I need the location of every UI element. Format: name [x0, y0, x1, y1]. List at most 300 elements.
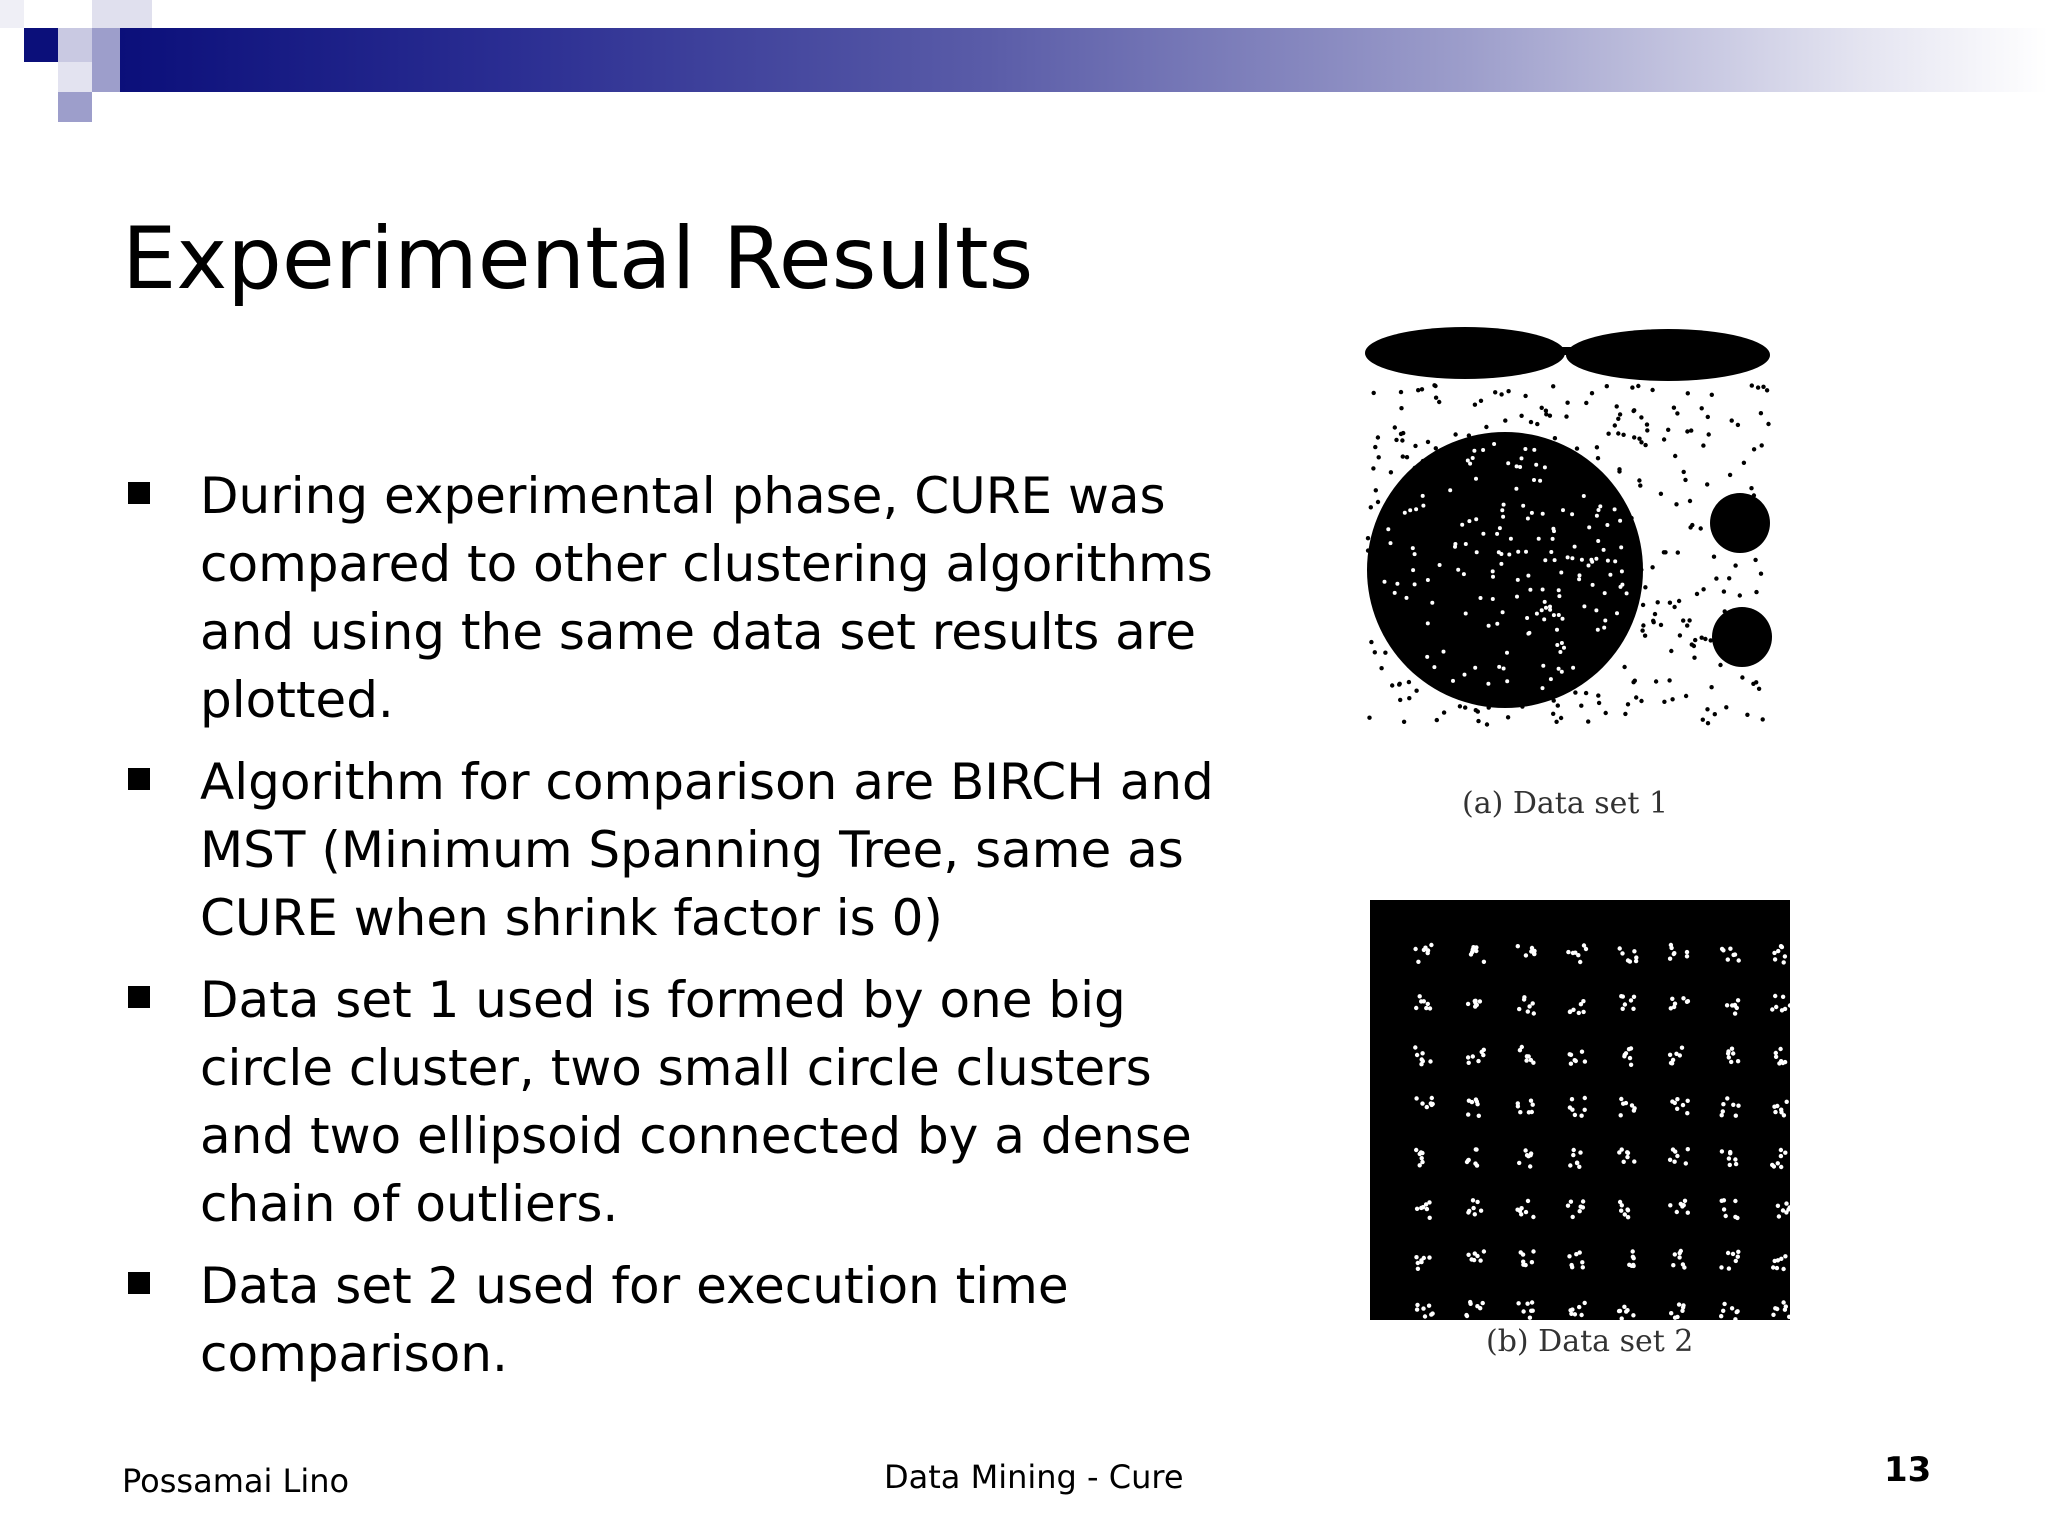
scatter-point: [1555, 643, 1559, 647]
scatter-point: [1776, 1204, 1780, 1208]
scatter-point: [1427, 1255, 1431, 1259]
scatter-point: [1453, 432, 1457, 436]
scatter-point: [1783, 1007, 1787, 1011]
scatter-point: [1522, 995, 1526, 999]
scatter-point: [1558, 650, 1562, 654]
scatter-point: [1399, 432, 1403, 436]
scatter-point: [1509, 537, 1513, 541]
scatter-point: [1369, 505, 1373, 509]
scatter-point: [1595, 445, 1599, 449]
scatter-point: [1714, 576, 1718, 580]
scatter-point: [1605, 523, 1609, 527]
scatter-point: [1402, 720, 1406, 724]
scatter-point: [1491, 575, 1495, 579]
scatter-point: [1731, 1103, 1735, 1107]
scatter-point: [1416, 1267, 1420, 1271]
scatter-point: [1469, 1257, 1473, 1261]
scatter-point: [1632, 435, 1636, 439]
scatter-point: [1584, 691, 1588, 695]
scatter-point: [1573, 545, 1577, 549]
scatter-point: [1676, 550, 1680, 554]
scatter-point: [1619, 1113, 1623, 1117]
scatter-point: [1541, 512, 1545, 516]
scatter-point: [1568, 1163, 1572, 1167]
scatter-point: [1377, 455, 1381, 459]
scatter-point: [1731, 1051, 1735, 1055]
scatter-point: [1569, 1312, 1573, 1316]
scatter-point: [1526, 1199, 1530, 1203]
scatter-point: [1629, 1063, 1633, 1067]
scatter-point: [1623, 1002, 1627, 1006]
scatter-point: [1475, 1200, 1479, 1204]
scatter-point: [1442, 650, 1446, 654]
scatter-point: [1398, 698, 1402, 702]
scatter-point: [1705, 707, 1709, 711]
scatter-point: [1773, 1259, 1777, 1263]
scatter-point: [1581, 1265, 1585, 1269]
scatter-point: [1602, 548, 1606, 552]
scatter-point: [1618, 519, 1622, 523]
scatter-point: [1537, 537, 1541, 541]
scatter-point: [1591, 583, 1595, 587]
scatter-point: [1466, 459, 1470, 463]
scatter-point: [1574, 1059, 1578, 1063]
scatter-point: [1376, 435, 1380, 439]
scatter-point: [1623, 712, 1627, 716]
scatter-point: [1621, 1102, 1625, 1106]
scatter-point: [1643, 585, 1647, 589]
scatter-point: [1733, 1157, 1737, 1161]
scatter-point: [1526, 574, 1530, 578]
scatter-point: [1757, 687, 1761, 691]
scatter-point: [1478, 999, 1482, 1003]
scatter-point: [1668, 1053, 1672, 1057]
scatter-point: [1721, 1102, 1725, 1106]
bullet-item: [122, 1252, 1232, 1388]
scatter-point: [1582, 943, 1586, 947]
scatter-point: [1420, 1051, 1424, 1055]
scatter-point: [1407, 680, 1411, 684]
scatter-point: [1725, 1003, 1729, 1007]
scatter-point: [1636, 384, 1640, 388]
scatter-point: [1528, 588, 1532, 592]
scatter-point: [1458, 704, 1462, 708]
scatter-point: [1570, 512, 1574, 516]
scatter-point: [1749, 486, 1753, 490]
scatter-point: [1726, 957, 1730, 961]
scatter-point: [1520, 456, 1524, 460]
scatter-point: [1474, 949, 1478, 953]
scatter-point: [1639, 415, 1643, 419]
scatter-point: [1597, 701, 1601, 705]
scatter-point: [1754, 590, 1758, 594]
scatter-point: [1413, 552, 1417, 556]
scatter-point: [1617, 1309, 1621, 1313]
scatter-point: [1734, 1259, 1738, 1263]
scatter-point: [1615, 611, 1619, 615]
scatter-point: [1734, 1114, 1738, 1118]
scatter-point: [1737, 958, 1741, 962]
scatter-point: [1560, 641, 1564, 645]
scatter-point: [1587, 564, 1591, 568]
scatter-point: [1442, 710, 1446, 714]
scatter-point: [1527, 631, 1531, 635]
scatter-point: [1736, 1104, 1740, 1108]
scatter-point: [1783, 1308, 1787, 1312]
scatter-point: [1681, 618, 1685, 622]
scatter-point: [1673, 1316, 1677, 1320]
scatter-point: [1570, 1265, 1574, 1269]
scatter-point: [1456, 568, 1460, 572]
scatter-point: [1622, 1160, 1626, 1164]
scatter-point: [1733, 563, 1737, 567]
scatter-point: [1401, 454, 1405, 458]
scatter-point: [1420, 1160, 1424, 1164]
scatter-point: [1505, 679, 1509, 683]
scatter-point: [1577, 577, 1581, 581]
scatter-point: [1474, 477, 1478, 481]
scatter-point: [1495, 532, 1499, 536]
scatter-point: [1553, 436, 1557, 440]
dataset1-figure: [1360, 325, 1780, 735]
scatter-point: [1775, 1307, 1779, 1311]
scatter-point: [1680, 1046, 1684, 1050]
scatter-point: [1422, 948, 1426, 952]
scatter-point: [1531, 1103, 1535, 1107]
scatter-point: [1501, 610, 1505, 614]
scatter-point: [1421, 494, 1425, 498]
scatter-point: [1570, 1307, 1574, 1311]
scatter-point: [1416, 1261, 1420, 1265]
scatter-point: [1566, 1204, 1570, 1208]
scatter-point: [1503, 418, 1507, 422]
scatter-point: [1692, 656, 1696, 660]
scatter-point: [1781, 995, 1785, 999]
scatter-point: [1499, 552, 1503, 556]
scatter-point: [1531, 1001, 1535, 1005]
scatter-point: [1775, 1266, 1779, 1270]
scatter-point: [1787, 1315, 1791, 1319]
scatter-point: [1685, 429, 1689, 433]
scatter-point: [1669, 1061, 1673, 1065]
scatter-point: [1493, 390, 1497, 394]
scatter-point: [1685, 950, 1689, 954]
scatter-point: [1626, 1151, 1630, 1155]
scatter-point: [1552, 613, 1556, 617]
scatter-point: [1670, 1099, 1674, 1103]
scatter-point: [1701, 443, 1705, 447]
scatter-point: [1662, 700, 1666, 704]
scatter-point: [1777, 1061, 1781, 1065]
scatter-point: [1688, 525, 1692, 529]
figure-caption-a: (a) Data set 1: [1462, 786, 1669, 821]
scatter-point: [1551, 384, 1555, 388]
scatter-point: [1684, 694, 1688, 698]
scatter-point: [1619, 1209, 1623, 1213]
scatter-point: [1572, 1148, 1576, 1152]
scatter-point: [1779, 1148, 1783, 1152]
scatter-point: [1720, 1113, 1724, 1117]
scatter-point: [1518, 465, 1522, 469]
scatter-point: [1481, 1301, 1485, 1305]
scatter-point: [1672, 406, 1676, 410]
scatter-point: [1673, 1002, 1677, 1006]
scatter-point: [1486, 682, 1490, 686]
scatter-point: [1745, 713, 1749, 717]
scatter-point: [1645, 428, 1649, 432]
scatter-point: [1566, 555, 1570, 559]
scatter-point: [1390, 683, 1394, 687]
scatter-point: [1620, 569, 1624, 573]
scatter-point: [1685, 623, 1689, 627]
scatter-point: [1628, 1056, 1632, 1060]
scatter-point: [1689, 428, 1693, 432]
scatter-point: [1760, 443, 1764, 447]
scatter-point: [1638, 483, 1642, 487]
scatter-point: [1419, 1150, 1423, 1154]
scatter-point: [1675, 1154, 1679, 1158]
scatter-point: [1669, 943, 1673, 947]
scatter-point: [1464, 612, 1468, 616]
scatter-point: [1730, 1306, 1734, 1310]
scatter-point: [1613, 423, 1617, 427]
scatter-point: [1776, 949, 1780, 953]
scatter-point: [1583, 1108, 1587, 1112]
scatter-point: [1728, 1151, 1732, 1155]
scatter-point: [1531, 1249, 1535, 1253]
scatter-point: [1784, 1201, 1788, 1205]
scatter-point: [1413, 947, 1417, 951]
scatter-point: [1788, 1003, 1792, 1007]
scatter-point: [1564, 414, 1568, 418]
scatter-point: [1466, 1112, 1470, 1116]
page-number: 13: [1884, 1450, 1932, 1490]
scatter-point: [1668, 1203, 1672, 1207]
scatter-point: [1526, 517, 1530, 521]
scatter-point: [1530, 1260, 1534, 1264]
scatter-point: [1603, 591, 1607, 595]
scatter-point: [1525, 1153, 1529, 1157]
scatter-point: [1420, 1101, 1424, 1105]
scatter-point: [1736, 1059, 1740, 1063]
scatter-point: [1425, 655, 1429, 659]
scatter-point: [1477, 1114, 1481, 1118]
scatter-point: [1692, 644, 1696, 648]
scatter-point: [1478, 1306, 1482, 1310]
scatter-point: [1663, 550, 1667, 554]
scatter-point: [1506, 715, 1510, 719]
scatter-point: [1618, 946, 1622, 950]
scatter-point: [1742, 461, 1746, 465]
scatter-point: [1726, 1251, 1730, 1255]
scatter-point: [1475, 550, 1479, 554]
scatter-point: [1518, 1110, 1522, 1114]
scatter-point: [1474, 1147, 1478, 1151]
scatter-point: [1773, 994, 1777, 998]
scatter-point: [1411, 546, 1415, 550]
scatter-point: [1554, 720, 1558, 724]
scatter-point: [1471, 456, 1475, 460]
scatter-point: [1528, 1164, 1532, 1168]
scatter-point: [1770, 1007, 1774, 1011]
scatter-point: [1463, 705, 1467, 709]
scatter-point: [1525, 1302, 1529, 1306]
scatter-point: [1426, 948, 1430, 952]
scatter-point: [1492, 442, 1496, 446]
scatter-point: [1515, 1208, 1519, 1212]
scatter-point: [1620, 1203, 1624, 1207]
scatter-point: [1466, 1055, 1470, 1059]
scatter-point: [1399, 406, 1403, 410]
scatter-point: [1685, 1000, 1689, 1004]
scatter-point: [1686, 1211, 1690, 1215]
scatter-point: [1628, 959, 1632, 963]
bullet-item: [122, 966, 1232, 1238]
scatter-point: [1594, 608, 1598, 612]
scatter-point: [1420, 387, 1424, 391]
scatter-point: [1672, 952, 1676, 956]
scatter-point: [1531, 1309, 1535, 1313]
scatter-point: [1727, 1266, 1731, 1270]
scatter-point: [1606, 432, 1610, 436]
scatter-point: [1579, 1313, 1583, 1317]
header-square: [58, 62, 92, 92]
slide-title: Experimental Results: [122, 209, 1034, 309]
scatter-point: [1752, 447, 1756, 451]
scatter-point: [1577, 1011, 1581, 1015]
scatter-point: [1632, 1106, 1636, 1110]
scatter-point: [1414, 1006, 1418, 1010]
big-circle-cluster: [1367, 432, 1643, 708]
scatter-point: [1590, 560, 1594, 564]
scatter-point: [1596, 693, 1600, 697]
scatter-point: [1557, 588, 1561, 592]
scatter-point: [1684, 1161, 1688, 1165]
scatter-point: [1540, 406, 1544, 410]
scatter-point: [1712, 555, 1716, 559]
header-square: [58, 28, 92, 62]
scatter-point: [1549, 550, 1553, 554]
scatter-point: [1597, 508, 1601, 512]
scatter-point: [1596, 628, 1600, 632]
scatter-point: [1724, 705, 1728, 709]
scatter-point: [1759, 411, 1763, 415]
scatter-point: [1543, 600, 1547, 604]
scatter-point: [1626, 702, 1630, 706]
scatter-point: [1463, 673, 1467, 677]
scatter-point: [1519, 1206, 1523, 1210]
scatter-point: [1686, 391, 1690, 395]
scatter-point: [1581, 999, 1585, 1003]
scatter-point: [1467, 1061, 1471, 1065]
scatter-point: [1620, 1316, 1624, 1320]
scatter-point: [1705, 482, 1709, 486]
scatter-point: [1416, 960, 1420, 964]
scatter-point: [1571, 1215, 1575, 1219]
scatter-point: [1464, 542, 1468, 546]
scatter-point: [1632, 995, 1636, 999]
header-square: [92, 28, 120, 62]
square-bullet-icon: [128, 482, 150, 504]
scatter-point: [1426, 621, 1430, 625]
scatter-point: [1709, 685, 1713, 689]
scatter-point: [1501, 515, 1505, 519]
scatter-point: [1549, 677, 1553, 681]
scatter-point: [1570, 556, 1574, 560]
scatter-point: [1602, 626, 1606, 630]
scatter-point: [1619, 1097, 1623, 1101]
scatter-point: [1750, 383, 1754, 387]
scatter-point: [1639, 699, 1643, 703]
scatter-point: [1535, 422, 1539, 426]
scatter-point: [1637, 478, 1641, 482]
scatter-point: [1605, 384, 1609, 388]
bullet-text: Data set 2 used for execution time comparison.: [200, 1257, 1069, 1383]
header-gradient-band: [120, 28, 2048, 92]
scatter-point: [1668, 1158, 1672, 1162]
scatter-point: [1470, 950, 1474, 954]
small-circle-cluster-bottom: [1712, 607, 1772, 667]
scatter-point: [1608, 573, 1612, 577]
scatter-point: [1553, 558, 1557, 562]
scatter-point: [1530, 946, 1534, 950]
scatter-point: [1678, 1251, 1682, 1255]
scatter-point: [1413, 444, 1417, 448]
scatter-point: [1556, 703, 1560, 707]
scatter-point: [1587, 525, 1591, 529]
scatter-point: [1578, 1209, 1582, 1213]
scatter-point: [1473, 403, 1477, 407]
scatter-point: [1571, 1153, 1575, 1157]
scatter-point: [1594, 557, 1598, 561]
scatter-point: [1722, 1207, 1726, 1211]
scatter-point: [1706, 721, 1710, 725]
scatter-point: [1779, 1108, 1783, 1112]
scatter-point: [1530, 1110, 1534, 1114]
scatter-point: [1735, 1310, 1739, 1314]
scatter-point: [1631, 1255, 1635, 1259]
scatter-point: [1779, 944, 1783, 948]
scatter-point: [1631, 1313, 1635, 1317]
scatter-point: [1561, 508, 1565, 512]
scatter-point: [1603, 619, 1607, 623]
scatter-point: [1414, 1255, 1418, 1259]
scatter-point: [1650, 388, 1654, 392]
scatter-point: [1580, 1050, 1584, 1054]
scatter-point: [1622, 1305, 1626, 1309]
dataset2-figure: [1360, 890, 1800, 1340]
scatter-point: [1495, 622, 1499, 626]
scatter-point: [1479, 596, 1483, 600]
scatter-point: [1774, 1055, 1778, 1059]
scatter-point: [1521, 1263, 1525, 1267]
scatter-point: [1720, 1149, 1724, 1153]
scatter-point: [1473, 999, 1477, 1003]
scatter-point: [1502, 503, 1506, 507]
scatter-point: [1416, 388, 1420, 392]
scatter-point: [1736, 423, 1740, 427]
scatter-point: [1672, 605, 1676, 609]
scatter-point: [1571, 951, 1575, 955]
scatter-point: [1645, 422, 1649, 426]
scatter-point: [1421, 1306, 1425, 1310]
scatter-point: [1695, 592, 1699, 596]
scatter-point: [1559, 716, 1563, 720]
scatter-point: [1688, 499, 1692, 503]
scatter-point: [1566, 950, 1570, 954]
scatter-point: [1383, 580, 1387, 584]
scatter-point: [1526, 1009, 1530, 1013]
